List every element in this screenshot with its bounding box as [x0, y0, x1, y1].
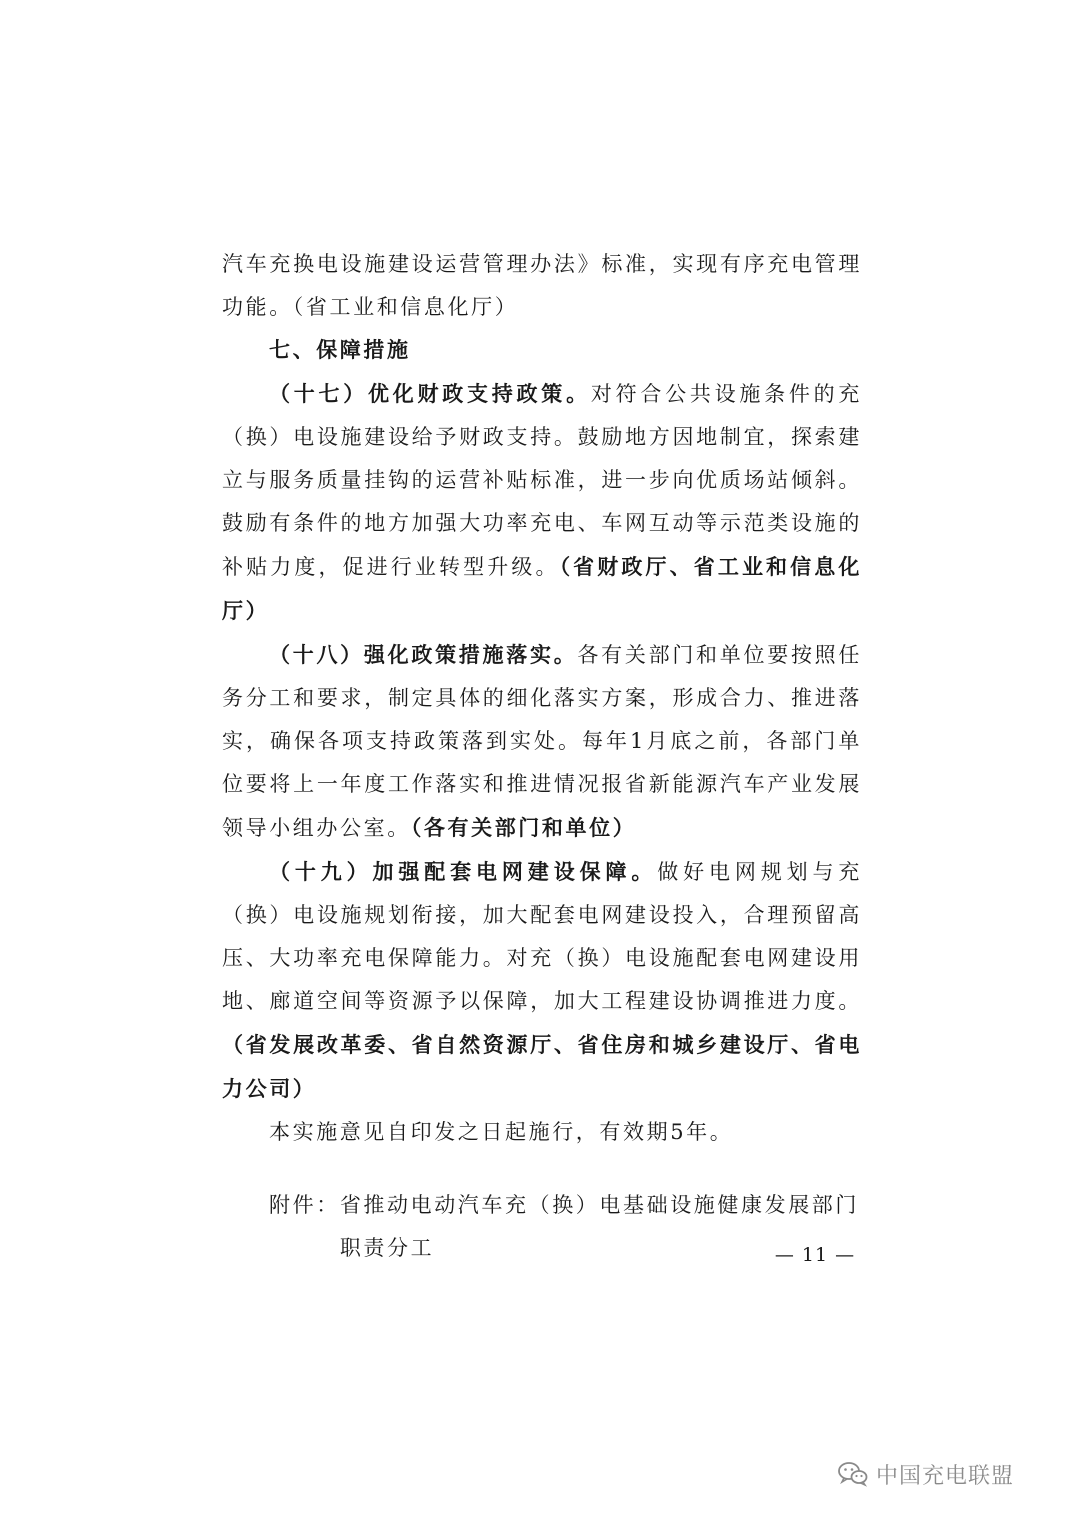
attachment-label: 附件： — [269, 1193, 340, 1217]
attachment-text: 省推动电动汽车充（换）电基础设施健康发展部门职责分工 — [339, 1193, 860, 1260]
item-17-body: 对符合公共设施条件的充（换）电设施建设给予财政支持。鼓励地方因地制宜，探索建立与服务质量挂钩的运营补贴标准，进一步向优质场站倾斜。鼓励有条件的地方加强大功率充电、车网互动等示范类设施的补贴力度，促进行业转型升级。 — [222, 382, 862, 579]
page-number: — 11 — — [774, 1244, 856, 1266]
item-19-title: （十九）加强配套电网建设保障。 — [269, 859, 658, 884]
item-17-owner: （省财政厅、省工业和信息化厅） — [222, 554, 862, 623]
item-19-body: 做好电网规划与充（换）电设施规划衔接，加大配套电网建设投入，合理预留高压、大功率充电保障能力。对充（换）电设施配套电网建设用地、廊道空间等资源予以保障，加大工程建设协调推进力度。 — [222, 860, 862, 1013]
item-18-body: 各有关部门和单位要按照任务分工和要求，制定具体的细化落实方案，形成合力、推进落实，确保各项支持政策落到实处。每年1月底之前，各部门单位要将上一年度工作落实和推进情况报省新能源汽车产业发展领导小组办公室。 — [222, 643, 862, 840]
item-19-paragraph — [222, 850, 862, 1111]
item-17-paragraph — [222, 372, 862, 633]
spacer — [222, 1154, 862, 1184]
item-18-owner: （各有关部门和单位） — [410, 815, 637, 840]
item-19-owner: （省发展改革委、省自然资源厅、省住房和城乡建设厅、省电力公司） — [222, 1032, 862, 1101]
item-18-paragraph — [222, 633, 862, 850]
continuation-paragraph: 汽车充换电设施建设运营管理办法》标准，实现有序充电管理功能。（省工业和信息化厅） — [222, 252, 862, 319]
document-body — [222, 243, 862, 1270]
watermark — [838, 1454, 1014, 1494]
section-heading: 七、保障措施 — [269, 338, 411, 362]
item-18-title: （十八）强化政策措施落实。 — [269, 642, 578, 667]
attachment-line — [222, 1184, 862, 1270]
item-17-title: （十七）优化财政支持政策。 — [269, 381, 591, 406]
watermark-text: 中国充电联盟 — [876, 1463, 1015, 1489]
wechat-icon — [838, 1461, 868, 1487]
effective-note: 本实施意见自印发之日起施行，有效期5年。 — [269, 1120, 734, 1144]
